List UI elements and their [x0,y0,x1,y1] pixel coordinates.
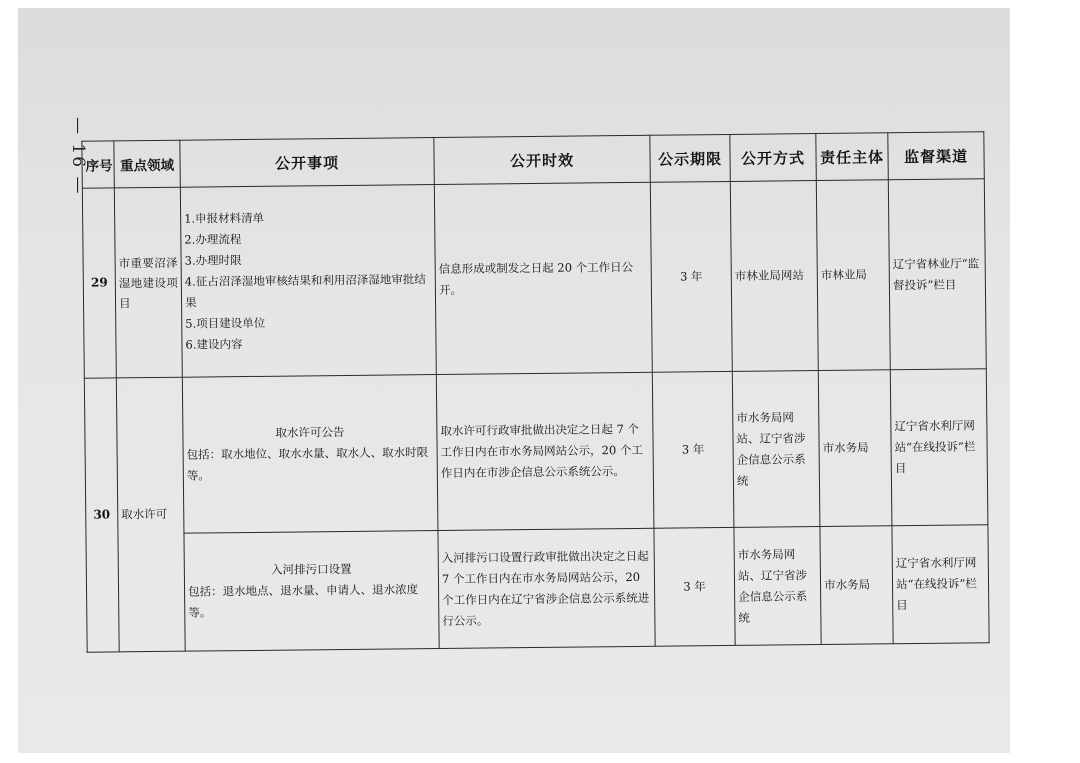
subitem-content: 包括：退水地点、退水量、申请人、退水浓度等。 [187,582,419,620]
subitem-title: 入河排污口设置 [271,561,352,577]
subitem-title: 取水许可公告 [275,425,345,440]
row-supervision: 辽宁省水利厅网站“在线投诉”栏目 [890,369,988,526]
row-supervision: 辽宁省水利厅网站“在线投诉”栏目 [892,525,989,644]
row-subitem [182,375,438,534]
row-timeliness: 入河排污口设置行政审批做出决定之日起 7 个工作日内在市水务局网站公示，20 个工作日内在辽宁省涉企信息公示系统进行公示。 [438,528,655,648]
row-responsible: 市水务局 [818,370,892,527]
row-period: 3 年 [654,527,735,646]
list-item: 4.征占沼泽湿地审核结果和利用沼泽湿地审批结果 [184,272,426,310]
list-item: 3.办理时限 [184,253,242,268]
table-row [84,369,988,534]
header-domain: 重点领域 [114,140,180,188]
header-item: 公开事项 [180,138,434,188]
row-method: 市水务局网站、辽宁省涉企信息公示系统 [734,527,821,646]
list-item: 2.办理流程 [184,232,242,247]
table-row [82,179,986,378]
header-responsible: 责任主体 [816,133,888,181]
row-responsible: 市水务局 [820,526,893,645]
row-method: 市林业局网站 [730,181,818,372]
row-items [180,185,436,378]
row-timeliness: 信息形成或制发之日起 20 个工作日公开。 [434,182,652,374]
row-seq: 29 [82,188,116,378]
row-seq: 30 [84,378,119,652]
page-number: — 16 — [68,116,88,196]
list-item: 1.申报材料清单 [184,210,265,226]
row-supervision: 辽宁省林业厅“监督投诉”栏目 [888,179,986,370]
row-period: 3 年 [652,371,734,528]
row-period: 3 年 [650,181,732,372]
row-subitem [184,531,439,652]
list-item: 6.建设内容 [185,337,243,352]
header-supervision: 监督渠道 [888,132,984,180]
list-item: 5.项目建设单位 [185,315,266,331]
subitem-content: 包括：取水地位、取水水量、取水人、取水时限等。 [186,445,429,483]
row-responsible: 市林业局 [816,180,890,371]
disclosure-table [81,131,989,652]
row-domain: 取水许可 [116,377,185,652]
row-domain: 市重要沼泽湿地建设项目 [114,187,182,378]
header-period: 公示期限 [650,134,730,182]
row-method: 市水务局网站、辽宁省涉企信息公示系统 [732,371,820,528]
row-timeliness: 取水许可行政审批做出决定之日起 7 个工作日内在市水务局网站公示，20 个工作日内在市涉企信息公示系统公示。 [436,372,654,530]
header-method: 公开方式 [730,134,816,182]
document-sheet [18,8,1010,753]
table-row [86,525,989,652]
header-seq: 序号 [82,141,114,188]
header-timeliness: 公开时效 [434,135,650,184]
